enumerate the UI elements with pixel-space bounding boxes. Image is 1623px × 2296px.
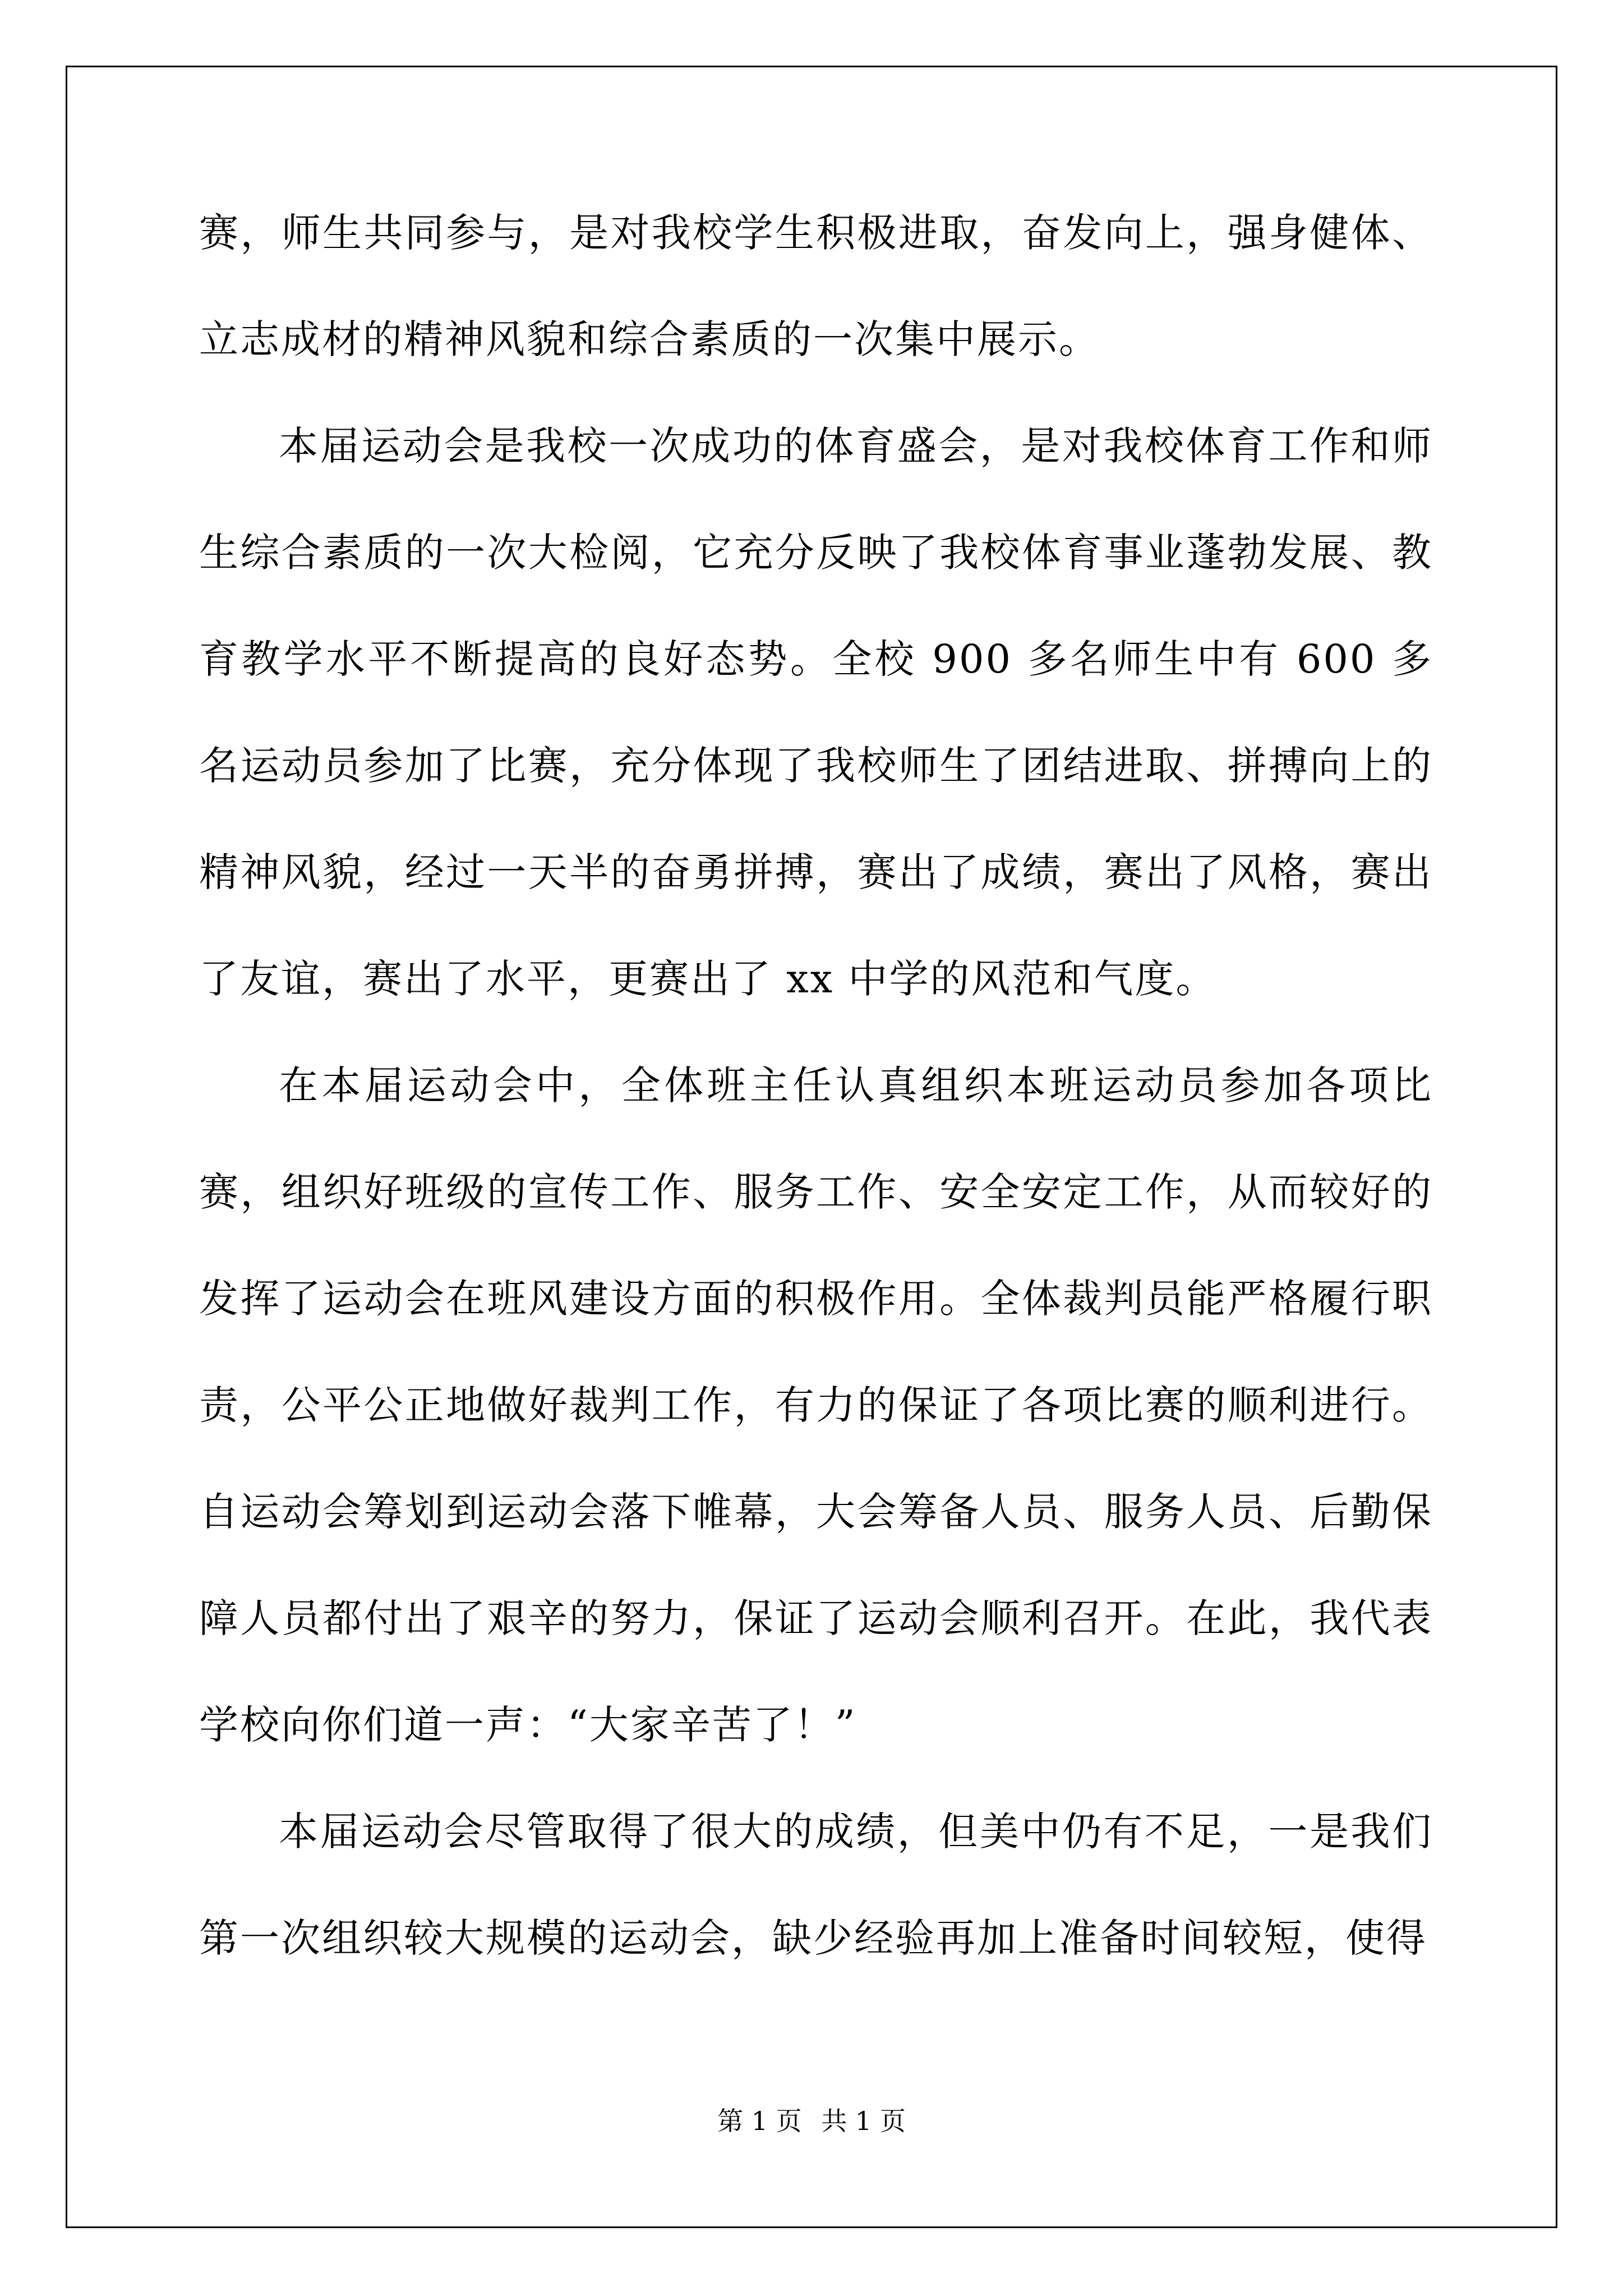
paragraph-4: 本届运动会尽管取得了很大的成绩，但美中仍有不足，一是我们第一次组织较大规模的运动会，缺少经验再加上准备时间较短，使得 xyxy=(199,1809,1433,1961)
page-number: 第 1 页 xyxy=(717,2106,802,2136)
document-body xyxy=(199,180,1433,1991)
paragraph-2: 本届运动会是我校一次成功的体育盛会，是对我校体育工作和师生综合素质的一次大检阅，它充分反映了我校体育事业蓬勃发展、教育教学水平不断提高的良好态势。全校 900 多名师生中有 600 多名运动员参加了比赛，充分体现了我校师生了团结进取、拼搏向上的精神风貌，经过一天半的奋勇拼搏，赛出了成绩，赛出了风格，赛出了友谊，赛出了水平，更赛出了 xx 中学的风范和气度。 xyxy=(199,423,1433,1002)
page-total: 共 1 页 xyxy=(821,2106,906,2136)
page-footer xyxy=(0,2101,1623,2138)
paragraph-3: 在本届运动会中，全体班主任认真组织本班运动员参加各项比赛，组织好班级的宣传工作、服务工作、安全安定工作，从而较好的发挥了运动会在班风建设方面的积极作用。全体裁判员能严格履行职责，公平公正地做好裁判工作，有力的保证了各项比赛的顺利进行。自运动会筹划到运动会落下帷幕，大会筹备人员、服务人员、后勤保障人员都付出了艰辛的努力，保证了运动会顺利召开。在此，我代表学校向你们道一声：“大家辛苦了！” xyxy=(199,1062,1433,1748)
paragraph-1: 赛，师生共同参与，是对我校学生积极进取，奋发向上，强身健体、立志成材的精神风貌和综合素质的一次集中展示。 xyxy=(199,210,1433,362)
